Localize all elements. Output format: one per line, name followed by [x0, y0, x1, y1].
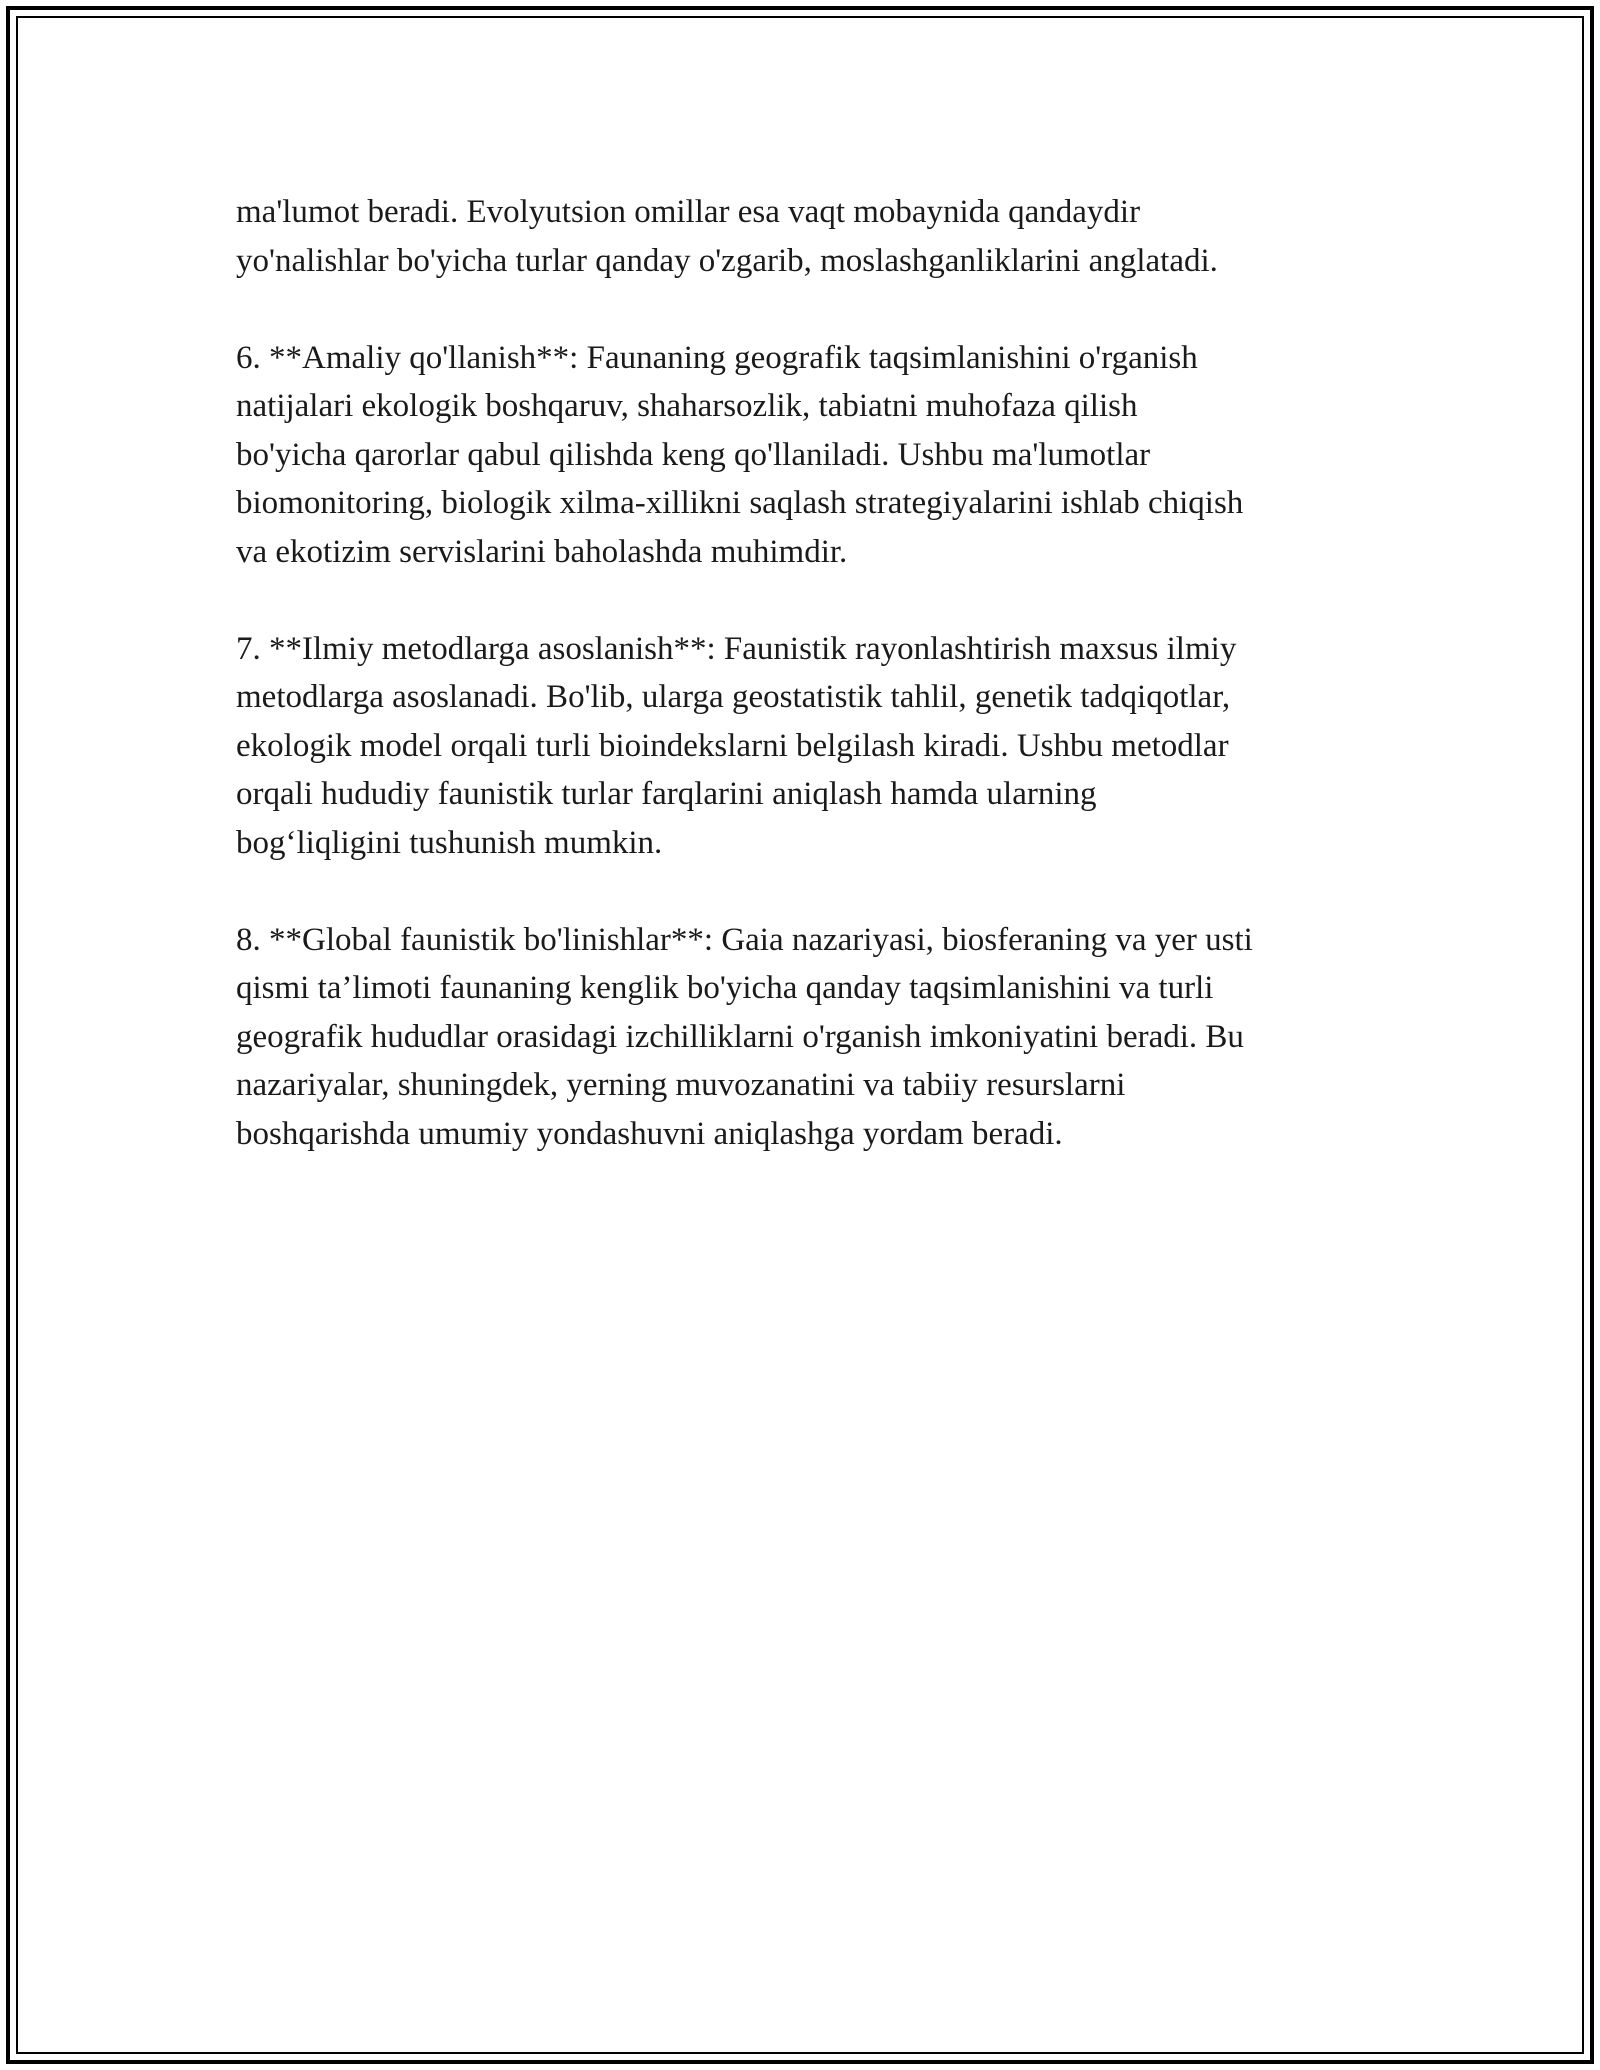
paragraph-item-6: [236, 334, 1416, 577]
text-line: ma'lumot beradi. Evolyutsion omillar esa vaqt mobaynida qandaydir: [236, 194, 1141, 230]
document-body: [236, 188, 1416, 1207]
text-line: 7. **Ilmiy metodlarga asoslanish**: Faunistik rayonlashtirish maxsus ilmiy: [236, 630, 1237, 667]
text-line: biomonitoring, biologik xilma-xillikni saqlash strategiyalarini ishlab chiqish: [236, 485, 1244, 521]
text-line: geografik hududlar orasidagi izchilliklarni o'rganish imkoniyatini beradi. Bu: [236, 1018, 1244, 1055]
text-line: 8. **Global faunistik bo'linishlar**: Gaia nazariyasi, biosferaning va yer usti: [236, 921, 1253, 958]
text-line: 6. **Amaliy qo'llanish**: Faunaning geografik taqsimlanishini o'rganish: [236, 339, 1198, 376]
text-line: ekologik model orqali turli bioindekslarni belgilash kiradi. Ushbu metodlar: [236, 727, 1229, 764]
text-line: metodlarga asoslanadi. Bo'lib, ularga geostatistik tahlil, genetik tadqiqotlar,: [236, 679, 1231, 715]
text-line: bo'yicha qarorlar qabul qilishda keng qo'llaniladi. Ushbu ma'lumotlar: [236, 436, 1151, 473]
paragraph-item-7: [236, 625, 1416, 868]
text-line: bog‘liqligini tushunish mumkin.: [236, 824, 663, 861]
text-line: va ekotizim servislarini baholashda muhimdir.: [236, 533, 848, 570]
text-line: nazariyalar, shuningdek, yerning muvozanatini va tabiiy resurslarni: [236, 1067, 1126, 1103]
paragraph-continuation: [236, 188, 1416, 285]
text-line: natijalari ekologik boshqaruv, shaharsozlik, tabiatni muhofaza qilish: [236, 388, 1138, 424]
text-line: orqali hududiy faunistik turlar farqlarini aniqlash hamda ularning: [236, 776, 1097, 812]
text-line: boshqarishda umumiy yondashuvni aniqlashga yordam beradi.: [236, 1115, 1063, 1152]
paragraph-item-8: [236, 916, 1416, 1159]
text-line: qismi ta’limoti faunaning kenglik bo'yicha qanday taqsimlanishini va turli: [236, 970, 1214, 1006]
text-line: yo'nalishlar bo'yicha turlar qanday o'zgarib, moslashganliklarini anglatadi.: [236, 242, 1218, 279]
